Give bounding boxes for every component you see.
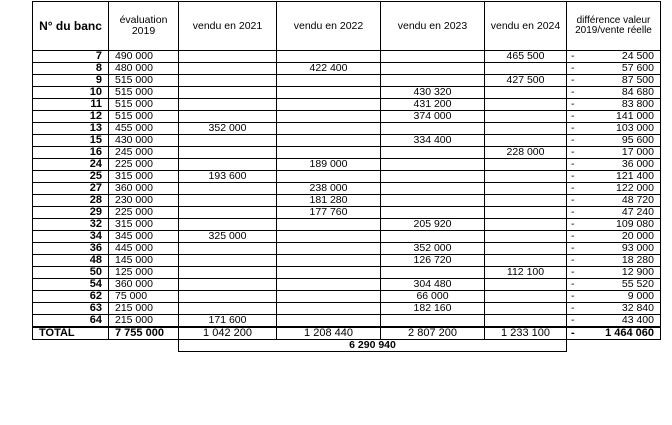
sold-2021: 325 000 [179, 231, 277, 243]
difference [567, 243, 661, 255]
difference-value: 36 000 [621, 158, 654, 170]
banc-number: 27 [33, 183, 109, 195]
difference [567, 159, 661, 171]
difference [567, 75, 661, 87]
diff-sign: - [571, 122, 575, 134]
sold-2021 [179, 159, 277, 171]
table-row [33, 147, 661, 159]
difference [567, 183, 661, 195]
sold-2022: 189 000 [277, 159, 381, 171]
sold-2021 [179, 75, 277, 87]
table-row [33, 159, 661, 171]
difference [567, 99, 661, 111]
sold-2023: 304 480 [381, 279, 485, 291]
banc-number: 36 [33, 243, 109, 255]
difference-value: 32 840 [621, 302, 654, 314]
evaluation-2019: 430 000 [109, 135, 179, 147]
sold-2023 [381, 171, 485, 183]
total-difference-value: 1 464 060 [605, 327, 654, 339]
sold-2024 [485, 63, 567, 75]
sold-2021: 171 600 [179, 315, 277, 328]
evaluation-2019: 360 000 [109, 183, 179, 195]
sold-2024 [485, 303, 567, 315]
table-row [33, 87, 661, 99]
table-row [33, 243, 661, 255]
sold-2023 [381, 63, 485, 75]
difference-value: 95 600 [621, 134, 654, 146]
sold-2021: 352 000 [179, 123, 277, 135]
difference [567, 51, 661, 63]
sold-2021 [179, 183, 277, 195]
sold-2022 [277, 147, 381, 159]
diff-sign: - [571, 230, 575, 242]
diff-sign: - [571, 206, 575, 218]
evaluation-2019: 490 000 [109, 51, 179, 63]
sold-2023 [381, 147, 485, 159]
difference [567, 171, 661, 183]
evaluation-2019: 445 000 [109, 243, 179, 255]
difference [567, 87, 661, 99]
difference [567, 123, 661, 135]
sold-2022: 177 760 [277, 207, 381, 219]
sold-2023: 352 000 [381, 243, 485, 255]
sold-2022 [277, 111, 381, 123]
sold-2021 [179, 303, 277, 315]
sold-2022 [277, 243, 381, 255]
sold-2024 [485, 231, 567, 243]
diff-sign: - [571, 110, 575, 122]
evaluation-2019: 315 000 [109, 171, 179, 183]
total-2021: 1 042 200 [179, 327, 277, 340]
difference [567, 315, 661, 328]
table-row [33, 231, 661, 243]
sold-2021: 193 600 [179, 171, 277, 183]
sold-2023 [381, 123, 485, 135]
difference [567, 279, 661, 291]
table-row [33, 75, 661, 87]
table-row [33, 171, 661, 183]
sold-2021 [179, 63, 277, 75]
sold-2021 [179, 291, 277, 303]
diff-sign: - [571, 254, 575, 266]
banc-number: 34 [33, 231, 109, 243]
total-2024: 1 233 100 [485, 327, 567, 340]
sold-2023: 66 000 [381, 291, 485, 303]
sold-2024 [485, 123, 567, 135]
sold-2022 [277, 267, 381, 279]
diff-sign: - [571, 278, 575, 290]
sold-2024 [485, 243, 567, 255]
sold-2024: 465 500 [485, 51, 567, 63]
sold-2024 [485, 207, 567, 219]
banc-number: 13 [33, 123, 109, 135]
evaluation-2019: 515 000 [109, 99, 179, 111]
sales-table [32, 1, 661, 352]
sold-2021 [179, 255, 277, 267]
evaluation-2019: 455 000 [109, 123, 179, 135]
difference-value: 48 720 [621, 194, 654, 206]
header-2022: vendu en 2022 [277, 2, 381, 51]
difference [567, 255, 661, 267]
sold-2024 [485, 159, 567, 171]
sold-2021 [179, 219, 277, 231]
banc-number: 32 [33, 219, 109, 231]
banc-number: 9 [33, 75, 109, 87]
diff-sign: - [571, 327, 575, 339]
difference-value: 83 800 [621, 98, 654, 110]
sold-2021 [179, 111, 277, 123]
banc-number: 64 [33, 315, 109, 328]
diff-sign: - [571, 302, 575, 314]
difference [567, 291, 661, 303]
table-row [33, 123, 661, 135]
sold-2022: 238 000 [277, 183, 381, 195]
table-row [33, 111, 661, 123]
sold-2024 [485, 315, 567, 328]
sold-2023: 126 720 [381, 255, 485, 267]
difference-value: 17 000 [621, 146, 654, 158]
table-row [33, 255, 661, 267]
difference [567, 147, 661, 159]
table-body [33, 51, 661, 328]
banc-number: 24 [33, 159, 109, 171]
banc-number: 11 [33, 99, 109, 111]
difference-value: 20 000 [621, 230, 654, 242]
evaluation-2019: 515 000 [109, 75, 179, 87]
table-row [33, 207, 661, 219]
diff-sign: - [571, 218, 575, 230]
difference-value: 43 400 [621, 314, 654, 326]
sold-2022 [277, 87, 381, 99]
diff-sign: - [571, 98, 575, 110]
sold-2024 [485, 183, 567, 195]
difference-value: 47 240 [621, 206, 654, 218]
banc-number: 48 [33, 255, 109, 267]
difference-value: 18 280 [621, 254, 654, 266]
evaluation-2019: 360 000 [109, 279, 179, 291]
sold-2023: 205 920 [381, 219, 485, 231]
difference-value: 84 680 [621, 86, 654, 98]
sold-2022 [277, 51, 381, 63]
banc-number: 12 [33, 111, 109, 123]
diff-sign: - [571, 194, 575, 206]
diff-sign: - [571, 50, 575, 62]
sold-2022 [277, 279, 381, 291]
sold-2023 [381, 207, 485, 219]
header-evaluation: évaluation 2019 [109, 2, 179, 51]
sold-2021 [179, 87, 277, 99]
diff-sign: - [571, 134, 575, 146]
diff-sign: - [571, 266, 575, 278]
banc-number: 15 [33, 135, 109, 147]
sold-2021 [179, 99, 277, 111]
sold-2023 [381, 315, 485, 328]
header-2024: vendu en 2024 [485, 2, 567, 51]
banc-number: 10 [33, 87, 109, 99]
sold-2024 [485, 291, 567, 303]
sold-2024: 112 100 [485, 267, 567, 279]
grand-total-sales: 6 290 940 [179, 340, 567, 352]
sold-2024: 228 000 [485, 147, 567, 159]
table-row [33, 135, 661, 147]
table-row [33, 303, 661, 315]
banc-number: 16 [33, 147, 109, 159]
header-2023: vendu en 2023 [381, 2, 485, 51]
sold-2023: 374 000 [381, 111, 485, 123]
total-2023: 2 807 200 [381, 327, 485, 340]
evaluation-2019: 125 000 [109, 267, 179, 279]
table-row [33, 219, 661, 231]
header-row [33, 2, 661, 51]
header-difference: différence valeur 2019/vente réelle [567, 2, 661, 51]
sold-2022 [277, 291, 381, 303]
difference [567, 231, 661, 243]
evaluation-2019: 245 000 [109, 147, 179, 159]
diff-sign: - [571, 86, 575, 98]
difference-value: 9 000 [627, 290, 654, 302]
total-difference [567, 327, 661, 340]
difference [567, 135, 661, 147]
sold-2023 [381, 159, 485, 171]
difference-value: 103 000 [616, 122, 654, 134]
diff-sign: - [571, 314, 575, 326]
sold-2024 [485, 135, 567, 147]
sold-2021 [179, 147, 277, 159]
diff-sign: - [571, 62, 575, 74]
table-row [33, 291, 661, 303]
banc-number: 8 [33, 63, 109, 75]
sold-2021 [179, 135, 277, 147]
evaluation-2019: 315 000 [109, 219, 179, 231]
evaluation-2019: 145 000 [109, 255, 179, 267]
banc-number: 25 [33, 171, 109, 183]
sold-2024: 427 500 [485, 75, 567, 87]
sold-2021 [179, 207, 277, 219]
sold-2022 [277, 255, 381, 267]
evaluation-2019: 345 000 [109, 231, 179, 243]
diff-sign: - [571, 170, 575, 182]
sold-2023 [381, 231, 485, 243]
difference [567, 195, 661, 207]
diff-sign: - [571, 146, 575, 158]
sold-2022 [277, 123, 381, 135]
evaluation-2019: 230 000 [109, 195, 179, 207]
banc-number: 62 [33, 291, 109, 303]
evaluation-2019: 225 000 [109, 159, 179, 171]
sold-2022 [277, 99, 381, 111]
table-row [33, 315, 661, 328]
difference [567, 207, 661, 219]
diff-sign: - [571, 74, 575, 86]
diff-sign: - [571, 158, 575, 170]
header-banc: N° du banc [33, 2, 109, 51]
evaluation-2019: 515 000 [109, 111, 179, 123]
sold-2024 [485, 279, 567, 291]
sold-2021 [179, 195, 277, 207]
evaluation-2019: 480 000 [109, 63, 179, 75]
sold-2024 [485, 99, 567, 111]
diff-sign: - [571, 242, 575, 254]
sold-2024 [485, 195, 567, 207]
sold-2024 [485, 87, 567, 99]
banc-number: 28 [33, 195, 109, 207]
sold-2022: 422 400 [277, 63, 381, 75]
difference-value: 87 500 [621, 74, 654, 86]
difference-value: 141 000 [616, 110, 654, 122]
sold-2023 [381, 267, 485, 279]
evaluation-2019: 515 000 [109, 87, 179, 99]
sold-2023: 431 200 [381, 99, 485, 111]
sold-2021 [179, 51, 277, 63]
sold-2024 [485, 255, 567, 267]
sold-2022 [277, 135, 381, 147]
difference-value: 109 080 [616, 218, 654, 230]
difference-value: 55 520 [621, 278, 654, 290]
sold-2022 [277, 315, 381, 328]
sold-2021 [179, 279, 277, 291]
header-2021: vendu en 2021 [179, 2, 277, 51]
difference-value: 122 000 [616, 182, 654, 194]
table-row [33, 183, 661, 195]
banc-number: 63 [33, 303, 109, 315]
sold-2024 [485, 171, 567, 183]
difference [567, 219, 661, 231]
diff-sign: - [571, 290, 575, 302]
difference-value: 57 600 [621, 62, 654, 74]
table-row [33, 267, 661, 279]
difference [567, 111, 661, 123]
banc-number: 54 [33, 279, 109, 291]
evaluation-2019: 215 000 [109, 303, 179, 315]
table-row [33, 195, 661, 207]
sold-2022 [277, 75, 381, 87]
sales-table-wrapper [32, 1, 661, 352]
table-row [33, 99, 661, 111]
sold-2023: 430 320 [381, 87, 485, 99]
evaluation-2019: 225 000 [109, 207, 179, 219]
banc-number: 29 [33, 207, 109, 219]
table-row [33, 279, 661, 291]
banc-number: 50 [33, 267, 109, 279]
sold-2024 [485, 219, 567, 231]
difference-value: 24 500 [621, 50, 654, 62]
evaluation-2019: 215 000 [109, 315, 179, 328]
total-label: TOTAL [33, 327, 109, 340]
evaluation-2019: 75 000 [109, 291, 179, 303]
total-row [33, 327, 661, 340]
sold-2023: 182 160 [381, 303, 485, 315]
sold-2022 [277, 303, 381, 315]
sold-2023 [381, 75, 485, 87]
difference-value: 12 900 [621, 266, 654, 278]
table-row [33, 63, 661, 75]
difference [567, 303, 661, 315]
sold-2024 [485, 111, 567, 123]
diff-sign: - [571, 182, 575, 194]
sold-2023 [381, 183, 485, 195]
sold-2023 [381, 51, 485, 63]
sold-2022 [277, 171, 381, 183]
sold-2021 [179, 243, 277, 255]
banc-number: 7 [33, 51, 109, 63]
grand-total-row [33, 340, 661, 352]
difference-value: 93 000 [621, 242, 654, 254]
sold-2021 [179, 267, 277, 279]
sold-2023 [381, 195, 485, 207]
sold-2022 [277, 231, 381, 243]
difference [567, 267, 661, 279]
total-2022: 1 208 440 [277, 327, 381, 340]
difference-value: 121 400 [616, 170, 654, 182]
sold-2022: 181 280 [277, 195, 381, 207]
sold-2023: 334 400 [381, 135, 485, 147]
table-row [33, 51, 661, 63]
sold-2022 [277, 219, 381, 231]
difference [567, 63, 661, 75]
total-evaluation: 7 755 000 [109, 327, 179, 340]
